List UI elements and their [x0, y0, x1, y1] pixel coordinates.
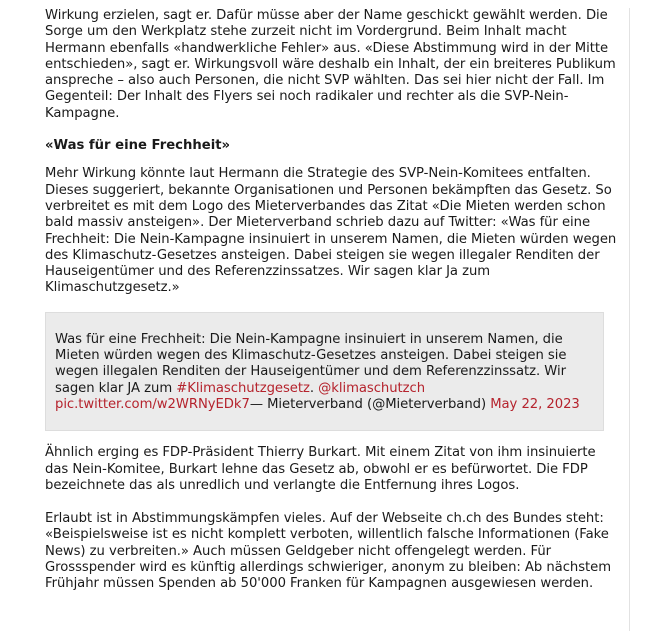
article-subheading: «Was für eine Frechheit»	[45, 138, 231, 154]
tweet-body	[55, 332, 594, 413]
article-column	[33, 8, 630, 631]
tweet-mention-link[interactable]: @klimaschutzch	[318, 380, 426, 396]
tweet-hashtag-link[interactable]: #Klimaschutzgesetz	[176, 380, 310, 396]
article-body	[45, 8, 620, 593]
article-paragraph-1: Wirkung erzielen, sagt er. Dafür müsse aber der Name geschickt gewählt werden. Die Sorge um den Werkplatz stehe zurzeit nicht im Vordergrund. Beim Inhalt macht Hermann ebenfalls «handwerkliche Fehler» aus. «Diese Abstimmung wird in der Mitte entschieden», sagt er. Wirkungsvoll wäre deshalb ein Inhalt, der ein breiteres Publikum anspreche – also auch Personen, die nicht SVP wählten. Das sei hier nicht der Fall. Im Gegenteil: Der Inhalt des Flyers sei noch radikaler und rechter als die SVP-Nein-Kampagne.	[45, 8, 616, 121]
article-paragraph-4: Erlaubt ist in Abstimmungskämpfen vieles. Auf der Webseite ch.ch des Bundes steht: «Beispielsweise ist es nicht komplett verboten, willentlich falsche Informationen (Fake News) zu verbreiten.» Auch müssen Geldgeber nicht offengelegt werden. Für Grossspender wird es künftig allerdings schwieriger, anonym zu bleiben: Ab nächstem Frühjahr müssen Spenden ab 50'000 Franken für Kampagnen ausgewiesen werden.	[45, 511, 612, 592]
tweet-pic-link[interactable]: pic.twitter.com/w2WRNyEDk7	[55, 396, 250, 412]
tweet-author: — Mieterverband (@Mieterverband)	[249, 396, 491, 412]
tweet-separator: .	[309, 380, 319, 396]
embedded-tweet	[45, 312, 604, 431]
article-paragraph-3: Ähnlich erging es FDP-Präsident Thierry Burkart. Mit einem Zitat von ihm insinuierte das Nein-Komitee, Burkart lehne das Gesetz ab, obwohl er es befürwortet. Die FDP bezeichnete das als unredlich und verlangte die Entfernung ihres Logos.	[45, 445, 596, 493]
article-paragraph-2: Mehr Wirkung könnte laut Hermann die Strategie des SVP-Nein-Komitees entfalten. Dieses suggeriert, bekannte Organisationen und Personen bekämpften das Gesetz. So verbreitet es mit dem Logo des Mieterverbandes das Zitat «Die Mieten werden schon bald massiv ansteigen». Der Mieterverband schrieb dazu auf Twitter: «Was für eine Frechheit: Die Nein-Kampagne insinuiert in unserem Namen, die Mieten würden wegen des Klimaschutz-Gesetzes ansteigen. Dabei steigen sie wegen illegaler Renditen der Hauseigentümer und des Referenzzinssatzes. Wir sagen klar Ja zum Klimaschutzgesetz.»	[45, 166, 617, 296]
tweet-text: Was für eine Frechheit: Die Nein-Kampagne insinuiert in unserem Namen, die Mieten würden wegen des Klimaschutz-Gesetzes ansteigen. Dabei steigen sie wegen illegalen Renditen der Hauseigentümer und dem Referenzzinssatz. Wir sagen klar JA zum	[55, 331, 567, 396]
tweet-date-link[interactable]: May 22, 2023	[490, 396, 580, 412]
